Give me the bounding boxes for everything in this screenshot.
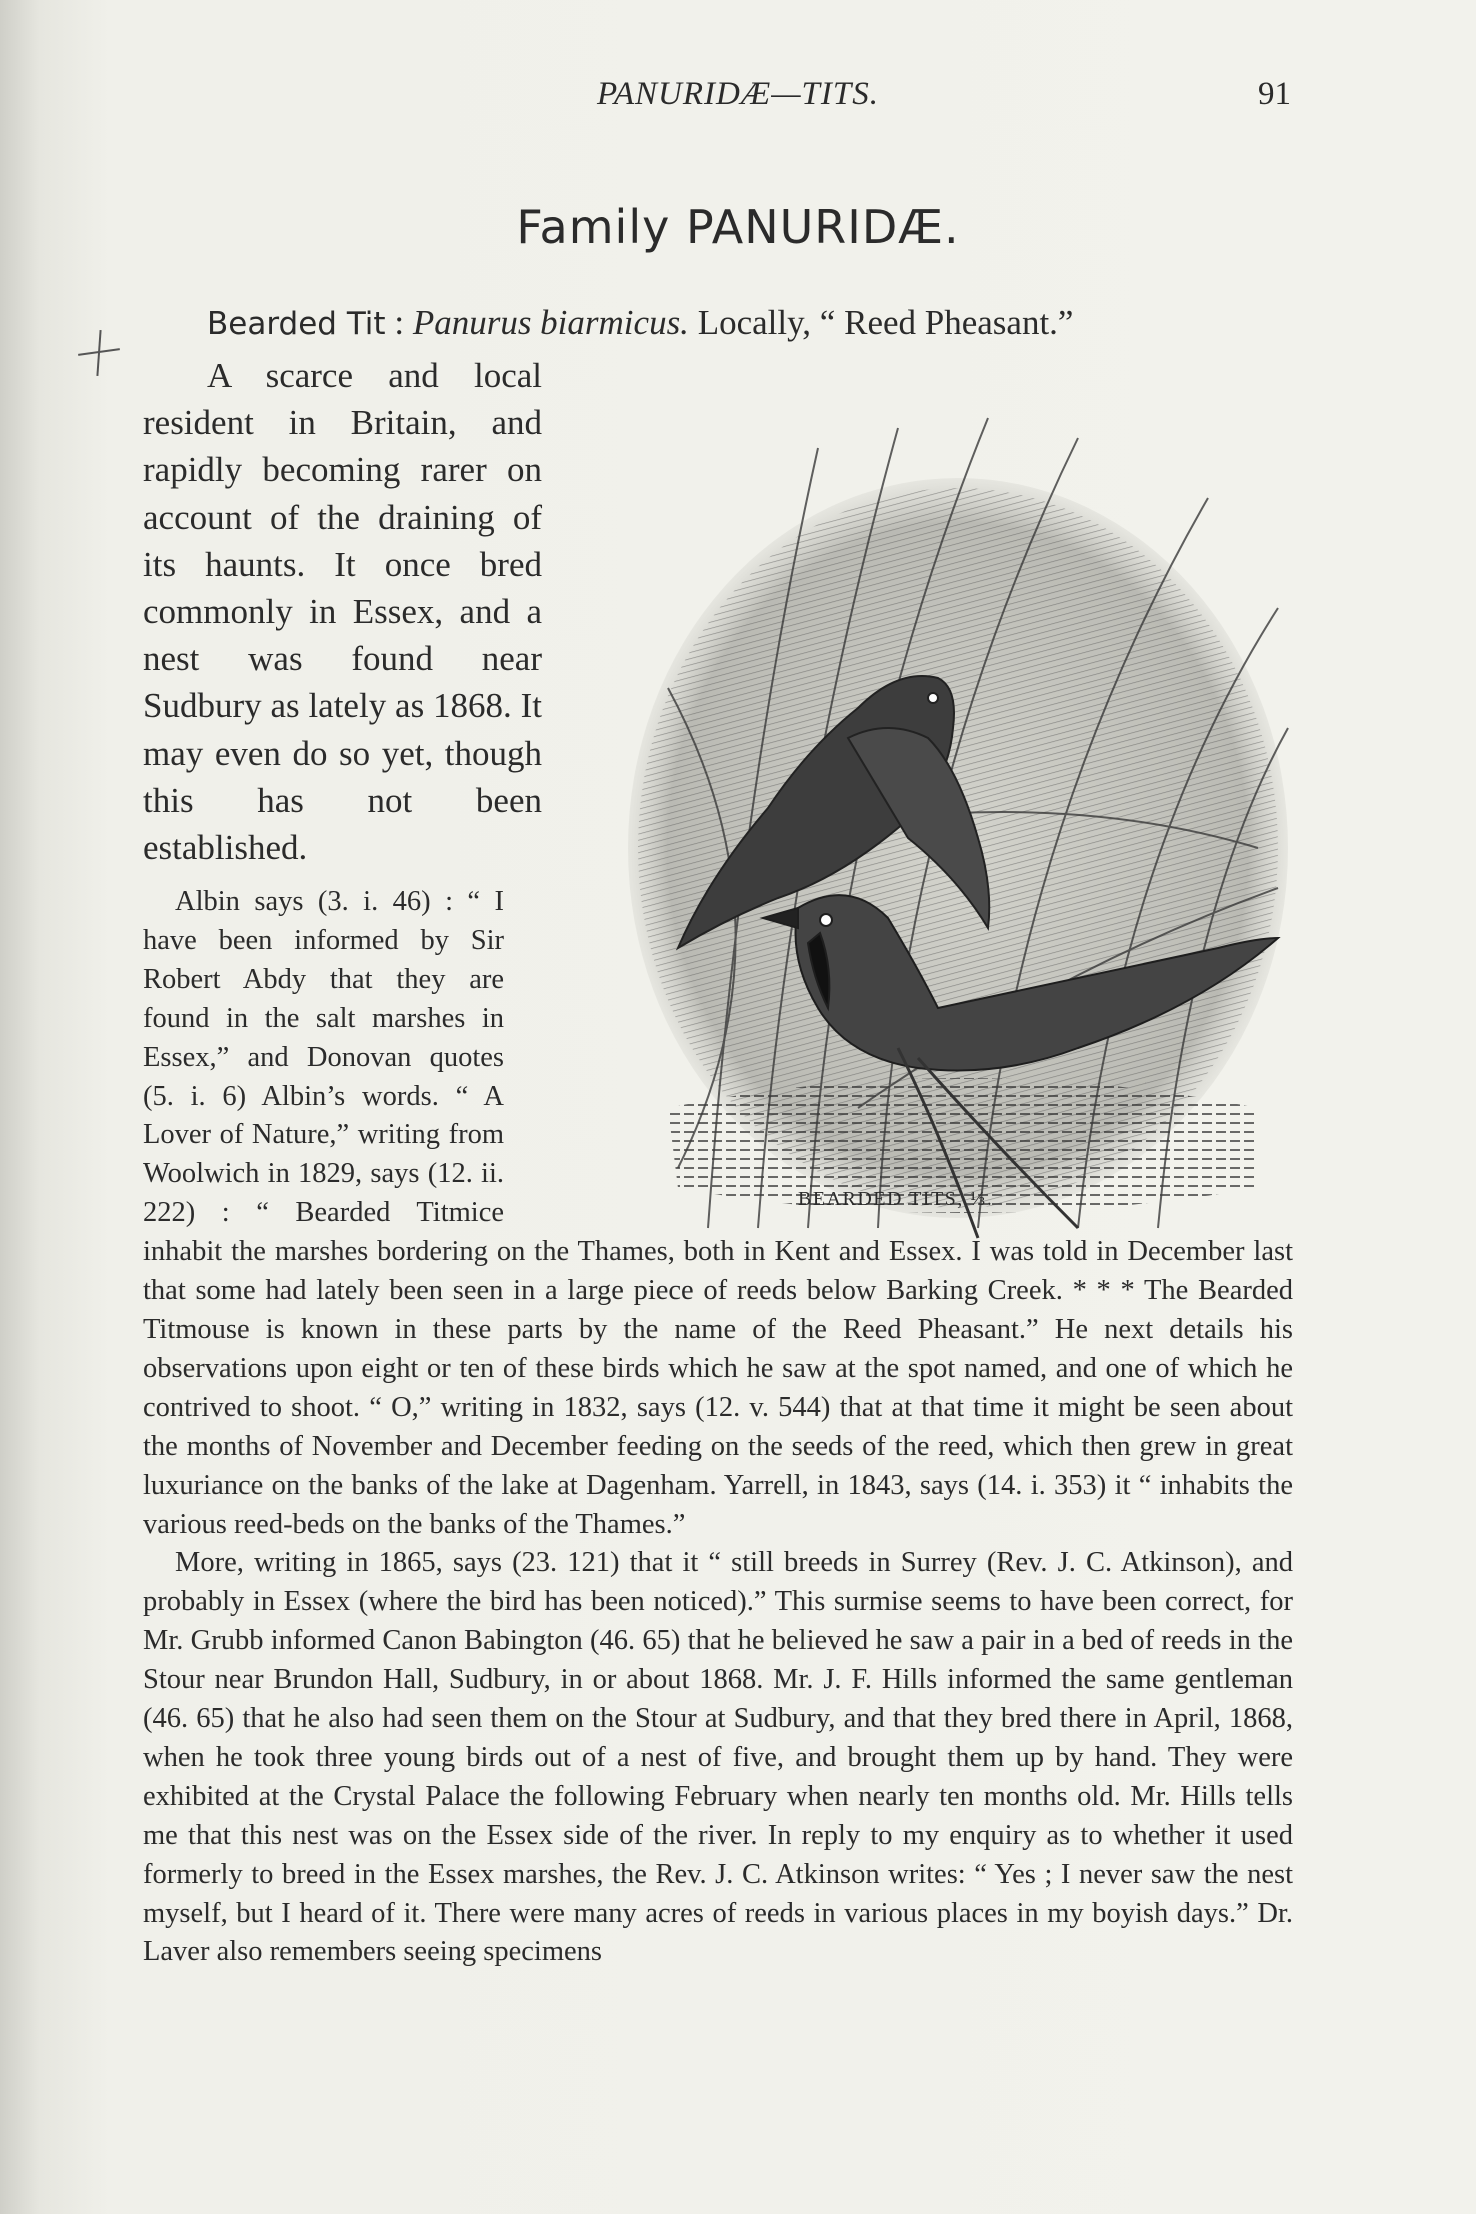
species-scientific-name: Panurus biarmicus.: [412, 303, 689, 342]
species-heading: [207, 303, 1073, 343]
species-separator: :: [394, 303, 405, 342]
paragraph-albin: Albin says (3. i. 46) : “ I have been informed by Sir Robert Abdy that they are found in the salt marshes in Essex,” and Donovan quotes (5. i. 6) Albin’s words. “ A Lover of Nature,” writing from Woolwich in 1829, says (12. ii. 222) : “ Bearded Titmice inhabit the marshes bordering on the Thames, both in Kent and Essex. I was told in December last that some had lately been seen in a large piece of reeds below Barking Creek. * * * The Bearded Titmouse is known in these parts by the name of the Reed Pheasant.” He next details his observations upon eight or ten of these birds which he saw at the spot named, and one of which he contrived to shoot. “ O,” writing in 1832, says (12. v. 544) that at that time it might be seen about the months of November and December feeding on the seeds of the reed, which then grew in great luxuriance on the banks of the lake at Dagenham. Yarrell, in 1843, says (14. i. 353) it “ inhabits the various reed-beds on the banks of the Thames.”: [143, 886, 1293, 1540]
species-local-name: Locally, “ Reed Pheasant.”: [697, 303, 1074, 342]
margin-cross-mark-icon: [78, 330, 120, 376]
page-number: 91: [1258, 76, 1291, 112]
main-text-block: [143, 883, 1293, 1972]
family-heading: Family PANURIDÆ.: [516, 200, 960, 254]
running-head: PANURIDÆ—TITS.: [596, 76, 879, 112]
paragraph-intro: A scarce and local resident in Britain, and rapidly becoming rarer on account of the draining of its haunts. It once bred commonly in Essex, and a nest was found near Sudbury as lately as 1868. It may even do so yet, though this has not been established.: [143, 356, 542, 868]
species-common-name: Bearded Tit: [207, 306, 386, 342]
figure-caption: BEARDED TITS, ⅓.: [798, 1188, 994, 1210]
paragraph-more: More, writing in 1865, says (23. 121) that it “ still breeds in Surrey (Rev. J. C. Atkinson), and probably in Essex (where the bird has been noticed).” This surmise seems to have been correct, for Mr. Grubb informed Canon Babington (46. 65) that he believed he saw a pair in a bed of reeds in the Stour near Brundon Hall, Sudbury, in or about 1868. Mr. J. F. Hills informed the same gentleman (46. 65) that he also had seen them on the Stour at Sudbury, and that they bred there in April, 1868, when he took three young birds out of a nest of five, and brought them up by hand. They were exhibited at the Crystal Palace the following February when nearly ten months old. Mr. Hills tells me that this nest was on the Essex side of the river. In reply to my enquiry as to whether it used formerly to breed in the Essex marshes, the Rev. J. C. Atkinson writes: “ Yes ; I never saw the nest myself, but I heard of it. There were many acres of reeds in various places in my boyish days.” Dr. Laver also remembers seeing specimens: [143, 1547, 1293, 1968]
